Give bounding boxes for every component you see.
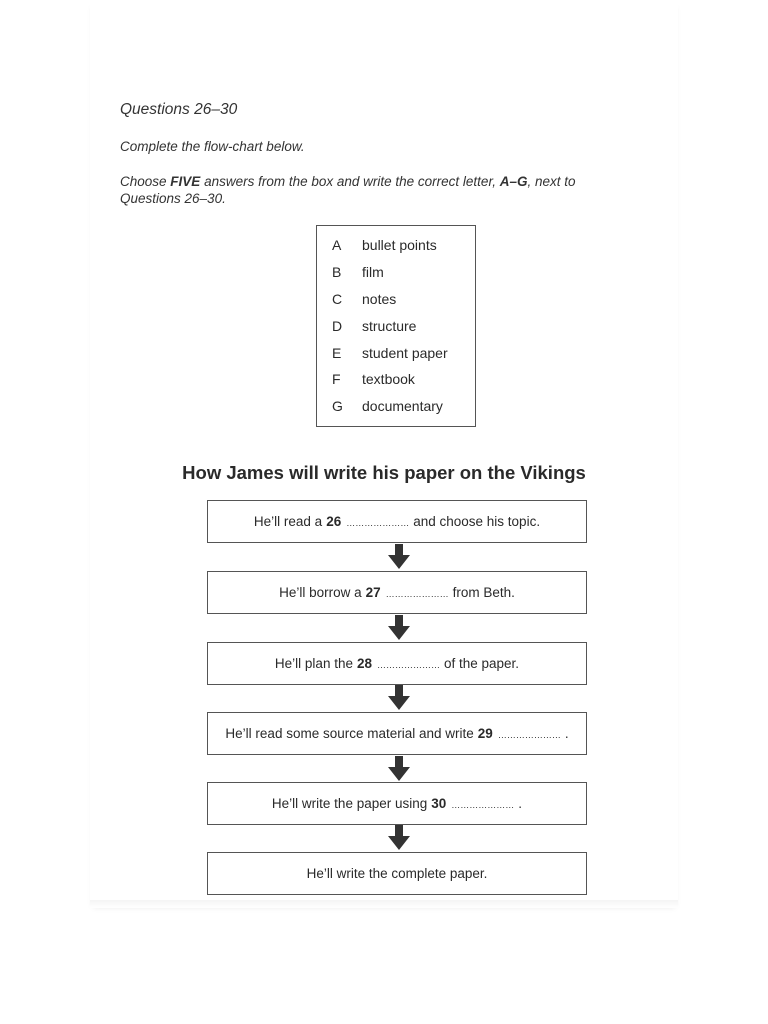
answer-blank[interactable]: …………………	[497, 729, 561, 740]
step-text: .	[564, 726, 569, 741]
step-text: He’ll borrow a	[279, 585, 362, 600]
option-b	[317, 264, 475, 284]
down-arrow-icon	[387, 825, 411, 851]
option-e	[317, 345, 475, 365]
answer-blank[interactable]: …………………	[451, 799, 515, 810]
down-arrow-icon	[387, 756, 411, 782]
answer-blank[interactable]: …………………	[346, 517, 410, 528]
option-text: student paper	[362, 345, 448, 361]
option-letter: C	[332, 291, 343, 307]
down-arrow-icon	[387, 544, 411, 570]
option-letter: B	[332, 264, 342, 280]
questions-heading: Questions 26–30	[120, 101, 238, 118]
option-text: bullet points	[362, 237, 437, 253]
page-edge	[90, 900, 678, 908]
step-text: He’ll write the paper using	[271, 796, 428, 811]
option-letter: G	[332, 398, 343, 414]
option-letter: A	[332, 237, 342, 253]
step-text: He’ll read some source material and write	[225, 726, 474, 741]
step-text: He’ll read a	[253, 514, 323, 529]
answer-blank[interactable]: …………………	[377, 659, 440, 670]
options-box	[316, 225, 476, 427]
question-number: 30	[431, 796, 447, 811]
instruction-choose	[120, 173, 620, 207]
question-number: 26	[326, 514, 342, 529]
option-letter: F	[332, 371, 341, 387]
instruction-emphasis: A–G	[499, 174, 528, 189]
step-text: from Beth.	[452, 585, 515, 600]
scanned-page	[90, 0, 678, 906]
question-number: 27	[365, 585, 381, 600]
option-g	[317, 398, 475, 418]
flowchart-title: How James will write his paper on the Vikings	[182, 462, 586, 483]
option-text: textbook	[362, 371, 415, 387]
option-text: notes	[362, 291, 397, 307]
step-text: He’ll plan the	[274, 656, 353, 671]
flow-step-30	[207, 782, 587, 825]
step-text: of the paper.	[444, 656, 520, 671]
down-arrow-icon	[387, 685, 411, 711]
option-letter: D	[332, 318, 343, 334]
option-f	[317, 371, 475, 391]
option-d	[317, 318, 475, 338]
option-letter: E	[332, 345, 342, 361]
instruction-emphasis: FIVE	[170, 174, 201, 189]
step-text: and choose his topic.	[413, 514, 541, 529]
instruction-text: Choose	[120, 174, 171, 189]
instruction-text: , next to	[527, 174, 576, 189]
flow-step-28	[207, 642, 587, 685]
option-a	[317, 237, 475, 257]
step-text: He’ll write the complete paper.	[306, 866, 488, 881]
flow-step-26	[207, 500, 587, 543]
instruction-text: Questions 26–30.	[120, 191, 226, 206]
instruction-text: answers from the box and write the correct letter,	[200, 174, 500, 189]
down-arrow-icon	[387, 615, 411, 641]
question-number: 29	[477, 726, 493, 741]
answer-blank[interactable]: …………………	[385, 588, 449, 599]
option-text: film	[362, 264, 384, 280]
instruction-complete: Complete the flow-chart below.	[120, 139, 305, 154]
flow-step-29	[207, 712, 587, 755]
flow-step-final	[207, 852, 587, 895]
option-text: structure	[362, 318, 417, 334]
option-text: documentary	[362, 398, 443, 414]
question-number: 28	[356, 656, 372, 671]
step-text: .	[518, 796, 523, 811]
option-c	[317, 291, 475, 311]
flow-step-27	[207, 571, 587, 614]
